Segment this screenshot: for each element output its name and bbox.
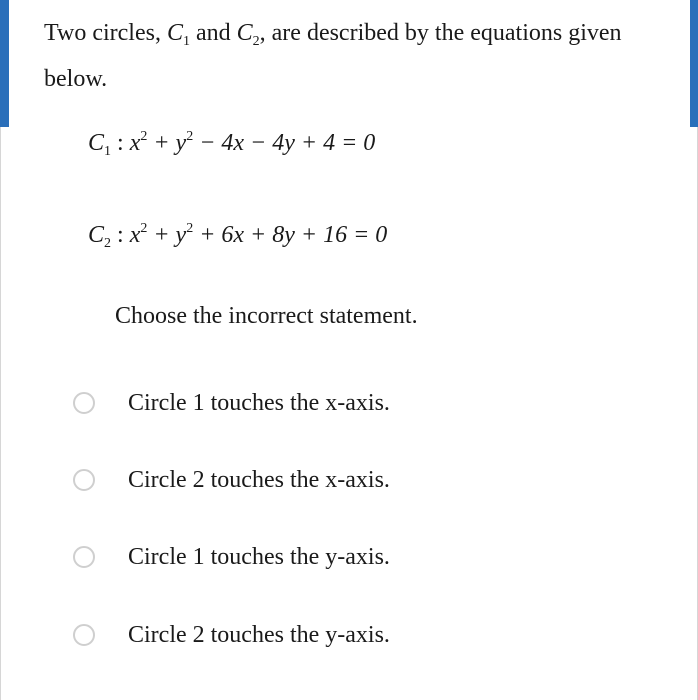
answer-option-1[interactable] <box>73 383 390 423</box>
radio-button-3[interactable] <box>73 546 95 568</box>
eq2-rest: + 6x + 8y + 16 = 0 <box>193 222 388 248</box>
question-text-part2: , are described by the equations given below. <box>44 20 622 92</box>
option-label-2: Circle 2 touches the x-axis. <box>128 466 390 493</box>
c1-subscript: 1 <box>182 34 190 49</box>
eq2-name: C <box>88 222 105 248</box>
question-text-and: and <box>189 20 237 46</box>
answer-option-3[interactable] <box>73 537 390 577</box>
prompt-text: Choose the incorrect statement. <box>115 303 418 329</box>
radio-button-1[interactable] <box>73 392 95 414</box>
eq1-x-exponent: 2 <box>140 129 148 144</box>
eq1-subscript: 1 <box>104 144 112 159</box>
eq2-colon: : <box>111 222 130 248</box>
option-label-1: Circle 1 touches the x-axis. <box>128 389 390 416</box>
eq1-y-exponent: 2 <box>186 129 194 144</box>
equation-c1 <box>88 130 375 157</box>
eq2-x: x <box>129 222 141 248</box>
question-text <box>44 12 654 100</box>
eq2-x-exponent: 2 <box>140 221 148 236</box>
card-left-border <box>0 127 1 700</box>
answer-option-4[interactable] <box>73 615 390 655</box>
eq1-x: x <box>129 130 141 156</box>
radio-button-4[interactable] <box>73 624 95 646</box>
eq1-name: C <box>88 130 105 156</box>
answer-option-2[interactable] <box>73 460 390 500</box>
eq1-colon: : <box>111 130 130 156</box>
question-text-part1: Two circles, <box>44 20 167 46</box>
radio-button-2[interactable] <box>73 469 95 491</box>
option-label-4: Circle 2 touches the y-axis. <box>128 621 390 648</box>
left-accent-bar <box>0 0 9 127</box>
eq1-plus-y: + y <box>147 130 187 156</box>
c2-label <box>236 20 260 49</box>
c2-subscript: 2 <box>252 34 260 49</box>
c2-letter: C <box>236 20 253 46</box>
eq1-rest: − 4x − 4y + 4 = 0 <box>193 130 376 156</box>
eq2-subscript: 2 <box>104 236 112 251</box>
equation-c2 <box>88 222 387 249</box>
eq2-plus-y: + y <box>147 222 187 248</box>
option-label-3: Circle 1 touches the y-axis. <box>128 543 390 570</box>
c1-letter: C <box>166 20 183 46</box>
right-accent-bar <box>690 0 698 127</box>
eq2-y-exponent: 2 <box>186 221 194 236</box>
c1-label <box>166 20 190 49</box>
